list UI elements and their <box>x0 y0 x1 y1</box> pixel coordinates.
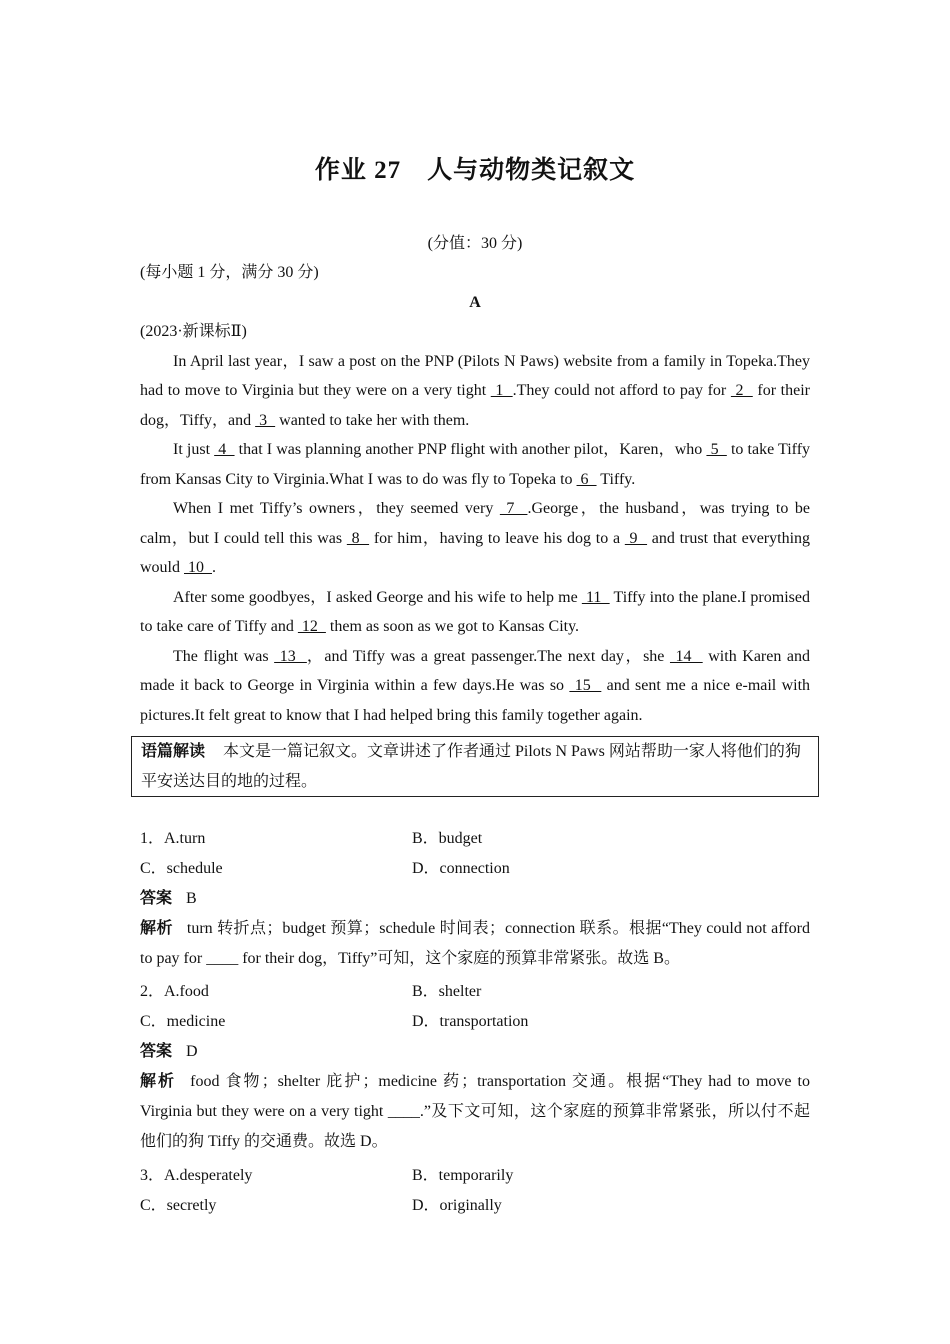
blank-number: 15 <box>569 677 602 694</box>
blank-number: 14 <box>669 647 703 665</box>
blank-number: 11 <box>581 588 610 606</box>
blank-number: 12 <box>297 618 326 635</box>
passage-text: In April last year，I saw a post on the PNP (Pilots N Paws) website from a family in Topeka.They had to move to Virginia but they were on a very tight <box>140 352 810 399</box>
passage-paragraph <box>140 347 810 436</box>
blank-number: 13 <box>274 647 307 665</box>
passage-text: and trust that everything would <box>140 529 811 576</box>
passage-text: ，and Tiffy was a great passenger.The next day，she <box>306 647 670 665</box>
option-a: 3．A.desperately <box>140 1167 253 1184</box>
blank-number: 3 <box>255 411 276 429</box>
summary-label: 语篇解读 <box>141 743 206 760</box>
passage-paragraph <box>140 642 810 731</box>
passage-text: .They could not afford to pay for <box>512 382 731 399</box>
passage-text: with Karen and made it back to George in Virginia within a few days.He was so <box>140 647 811 694</box>
option-a: 2．A.food <box>140 983 209 1000</box>
passage-paragraph <box>140 494 810 583</box>
passage-text: .George，the husband，was trying to be calm，but I could tell this was <box>140 500 810 547</box>
passage-text: The flight was <box>173 647 275 665</box>
summary-text: 本文是一篇记叙文。文章讲述了作者通过 Pilots N Paws 网站帮助一家人将他们的狗平安送达目的地的过程。 <box>141 743 801 790</box>
passage-text: wanted to take her with them. <box>275 411 470 429</box>
option-d: D．originally <box>412 1197 502 1214</box>
answer-value: D <box>186 1043 198 1060</box>
answer-value: B <box>186 890 197 907</box>
option-c: C．schedule <box>140 860 223 877</box>
question-1 <box>140 824 810 974</box>
question-3 <box>140 1161 810 1221</box>
passage-text: Tiffy into the plane.I promised to take care of Tiffy and <box>140 588 810 635</box>
option-c: C．secretly <box>140 1197 217 1214</box>
passage-paragraph <box>140 583 810 642</box>
passage-paragraph <box>140 435 810 494</box>
blank-number: 10 <box>184 559 212 576</box>
answer-label: 答案 <box>140 890 173 907</box>
passage-text: and sent me a nice e-mail with pictures.It felt great to know that I had helped bring this family together again. <box>140 677 811 724</box>
passage-text: After some goodbyes，I asked George and his wife to help me <box>173 588 582 606</box>
passage-text: . <box>212 559 216 576</box>
passage-text: When I met Tiffy’s owners，they seemed very <box>173 500 500 517</box>
blank-number: 5 <box>706 441 727 458</box>
explain-label: 解析 <box>140 1073 177 1090</box>
passage-text: to take Tiffy from Kansas City to Virginia.What I was to do was fly to Topeka to <box>140 441 811 488</box>
question-2 <box>140 977 810 1157</box>
option-d: D．transportation <box>412 1013 529 1030</box>
option-d: D．connection <box>412 860 510 877</box>
page-title: 作业 27 人与动物类记叙文 <box>314 157 636 184</box>
explain-text: food 食物；shelter 庇护；medicine 药；transportation 交通。根据“They had to move to Virginia but they were on a very tight ____.”及下文可知，这个家庭的预算非常紧张，所以付不起他们的狗 Tiffy 的交通费。故选 D。 <box>140 1073 810 1150</box>
rule-line: (每小题 1 分，满分 30 分) <box>140 264 319 281</box>
blank-number: 9 <box>624 529 648 547</box>
option-c: C．medicine <box>140 1013 226 1030</box>
score-line: (分值：30 分) <box>427 235 523 252</box>
answer-label: 答案 <box>140 1043 173 1060</box>
passage-text: Tiffy. <box>596 470 636 488</box>
passage-text: It just <box>173 441 215 458</box>
explain-label: 解析 <box>140 920 173 937</box>
option-b: B．budget <box>412 830 483 847</box>
section-heading: A <box>469 293 481 311</box>
blank-number: 8 <box>346 529 370 547</box>
blank-number: 6 <box>576 470 597 488</box>
option-a: 1．A.turn <box>140 830 206 847</box>
source-line: (2023·新课标Ⅱ) <box>140 323 247 340</box>
option-b: B．temporarily <box>412 1167 514 1184</box>
explain-text: turn 转折点；budget 预算；schedule 时间表；connection 联系。根据“They could not afford to pay for ____ for their dog，Tiffy”可知，这个家庭的预算非常紧张。故选 B。 <box>140 920 810 967</box>
blank-number: 1 <box>490 382 513 399</box>
passage-text: that I was planning another PNP flight with another pilot，Karen，who <box>234 441 707 458</box>
blank-number: 2 <box>730 382 753 399</box>
passage-text: for their dog，Tiffy，and <box>140 382 810 429</box>
summary-box <box>131 736 819 797</box>
blank-number: 7 <box>499 500 528 517</box>
passage-text: for him，having to leave his dog to a <box>369 529 625 547</box>
blank-number: 4 <box>214 441 235 458</box>
passage-text: them as soon as we got to Kansas City. <box>325 618 580 635</box>
instructions <box>140 258 810 730</box>
option-b: B．shelter <box>412 983 482 1000</box>
